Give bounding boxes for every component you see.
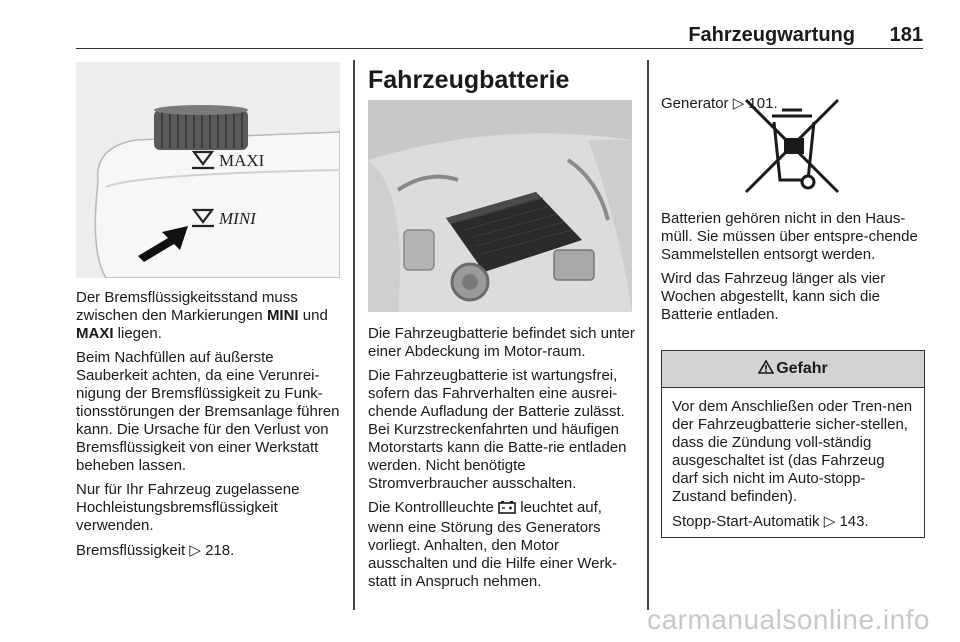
refill-cleanliness-paragraph: Beim Nachfüllen auf äußerste Sauberkeit achten, da eine Verunrei-nigung der Bremsflüssigkeit zu Funk-tionsstörungen der Bremsanlage führen kann. Die Ursache für den Verlust von Bremsflüssigkeit von einer Werkstatt beheben lassen. bbox=[76, 349, 340, 474]
page-header bbox=[76, 22, 923, 49]
reservoir-illustration bbox=[76, 62, 340, 278]
danger-box bbox=[661, 350, 925, 538]
maxi-term: MAXI bbox=[76, 325, 114, 342]
mini-term: MINI bbox=[266, 307, 299, 324]
warning-light-paragraph bbox=[368, 499, 636, 591]
watermark: carmanualsonline.info bbox=[647, 604, 930, 635]
text-run: liegen. bbox=[113, 325, 162, 342]
text-run: Der Bremsflüssigkeitsstand muss zwischen den Markierungen bbox=[76, 289, 298, 324]
brake-fluid-type-paragraph: Nur für Ihr Fahrzeug zugelassene Hochleistungsbremsflüssigkeit verwenden. bbox=[76, 481, 300, 534]
page-reference-arrow-icon: ▷ bbox=[189, 541, 201, 559]
page-reference-link[interactable]: 218. bbox=[200, 542, 235, 559]
battery-maintenance-paragraph: Die Fahrzeugbatterie ist wartungsfrei, sofern das Fahrverhalten eine ausrei-chende Aufladung der Batterie zulässt. Bei Kurzstreckenfahrten und häufigen Motorstarts kann die Batte-rie entladen werden. Nicht benötigte Stromverbraucher ausschalten. bbox=[368, 367, 627, 492]
battery-disposal-paragraph: Batterien gehören nicht in den Haus-müll. Sie müssen über entspre-chende Sammelstellen entsorgt werden. bbox=[661, 210, 918, 263]
brake-fluid-level-paragraph bbox=[76, 289, 344, 343]
battery-discharge-paragraph: Wird das Fahrzeug länger als vier Wochen abgestellt, kann sich die Batterie entladen. bbox=[661, 270, 886, 323]
text-run: Stopp-Start-Automatik bbox=[672, 513, 824, 530]
text-run: Bremsflüssigkeit bbox=[76, 542, 190, 559]
right-column-bottom bbox=[661, 210, 927, 330]
mini-label: MINI bbox=[219, 209, 256, 228]
danger-box-header bbox=[662, 351, 924, 388]
battery-warning-light-icon bbox=[498, 500, 516, 519]
crossed-out-wheelie-bin-icon bbox=[738, 94, 846, 198]
page-number: 181 bbox=[889, 24, 923, 46]
text-run: leuchtet auf, wenn eine Störung des Generators vorliegt. Anhalten, den Motor ausschalten und die Hilfe einer Werk-statt in Anspruch nehmen. bbox=[368, 499, 618, 590]
middle-column bbox=[368, 325, 636, 597]
left-column bbox=[76, 289, 344, 566]
crossed-bin-symbol bbox=[738, 94, 846, 198]
danger-box-body bbox=[662, 388, 924, 531]
danger-disconnect-paragraph: Vor dem Anschließen oder Tren-nen der Fahrzeugbatterie sicher-stellen, dass die Zündung voll-ständig ausgeschaltet ist (das Fahrzeug darf sich nicht im Auto-stopp-Zustand befinden). bbox=[672, 398, 913, 505]
page-reference-arrow-icon: ▷ bbox=[823, 512, 836, 530]
brake-fluid-reservoir-figure bbox=[76, 62, 340, 278]
text-run: Die Kontrollleuchte bbox=[368, 499, 499, 516]
warning-triangle-icon bbox=[758, 360, 774, 379]
maxi-label: MAXI bbox=[219, 151, 265, 170]
brake-fluid-reference bbox=[76, 541, 344, 560]
engine-bay-battery-figure bbox=[368, 100, 632, 312]
stop-start-reference bbox=[672, 512, 914, 531]
chapter-title: Fahrzeugwartung bbox=[688, 24, 855, 46]
page-reference-arrow-icon: ▷ bbox=[732, 94, 745, 112]
section-heading: Fahrzeugbatterie bbox=[368, 66, 570, 94]
text-run: Generator bbox=[661, 95, 733, 112]
column-divider-right bbox=[647, 60, 649, 610]
page-reference-link[interactable]: 143. bbox=[835, 513, 869, 530]
column-divider-left bbox=[353, 60, 355, 610]
text-run: und bbox=[298, 307, 328, 324]
engine-bay-illustration bbox=[368, 100, 632, 312]
battery-location-paragraph: Die Fahrzeugbatterie befindet sich unter einer Abdeckung im Motor-raum. bbox=[368, 325, 635, 360]
danger-title: Gefahr bbox=[776, 360, 828, 377]
page-reference-link[interactable]: 101. bbox=[744, 95, 778, 112]
